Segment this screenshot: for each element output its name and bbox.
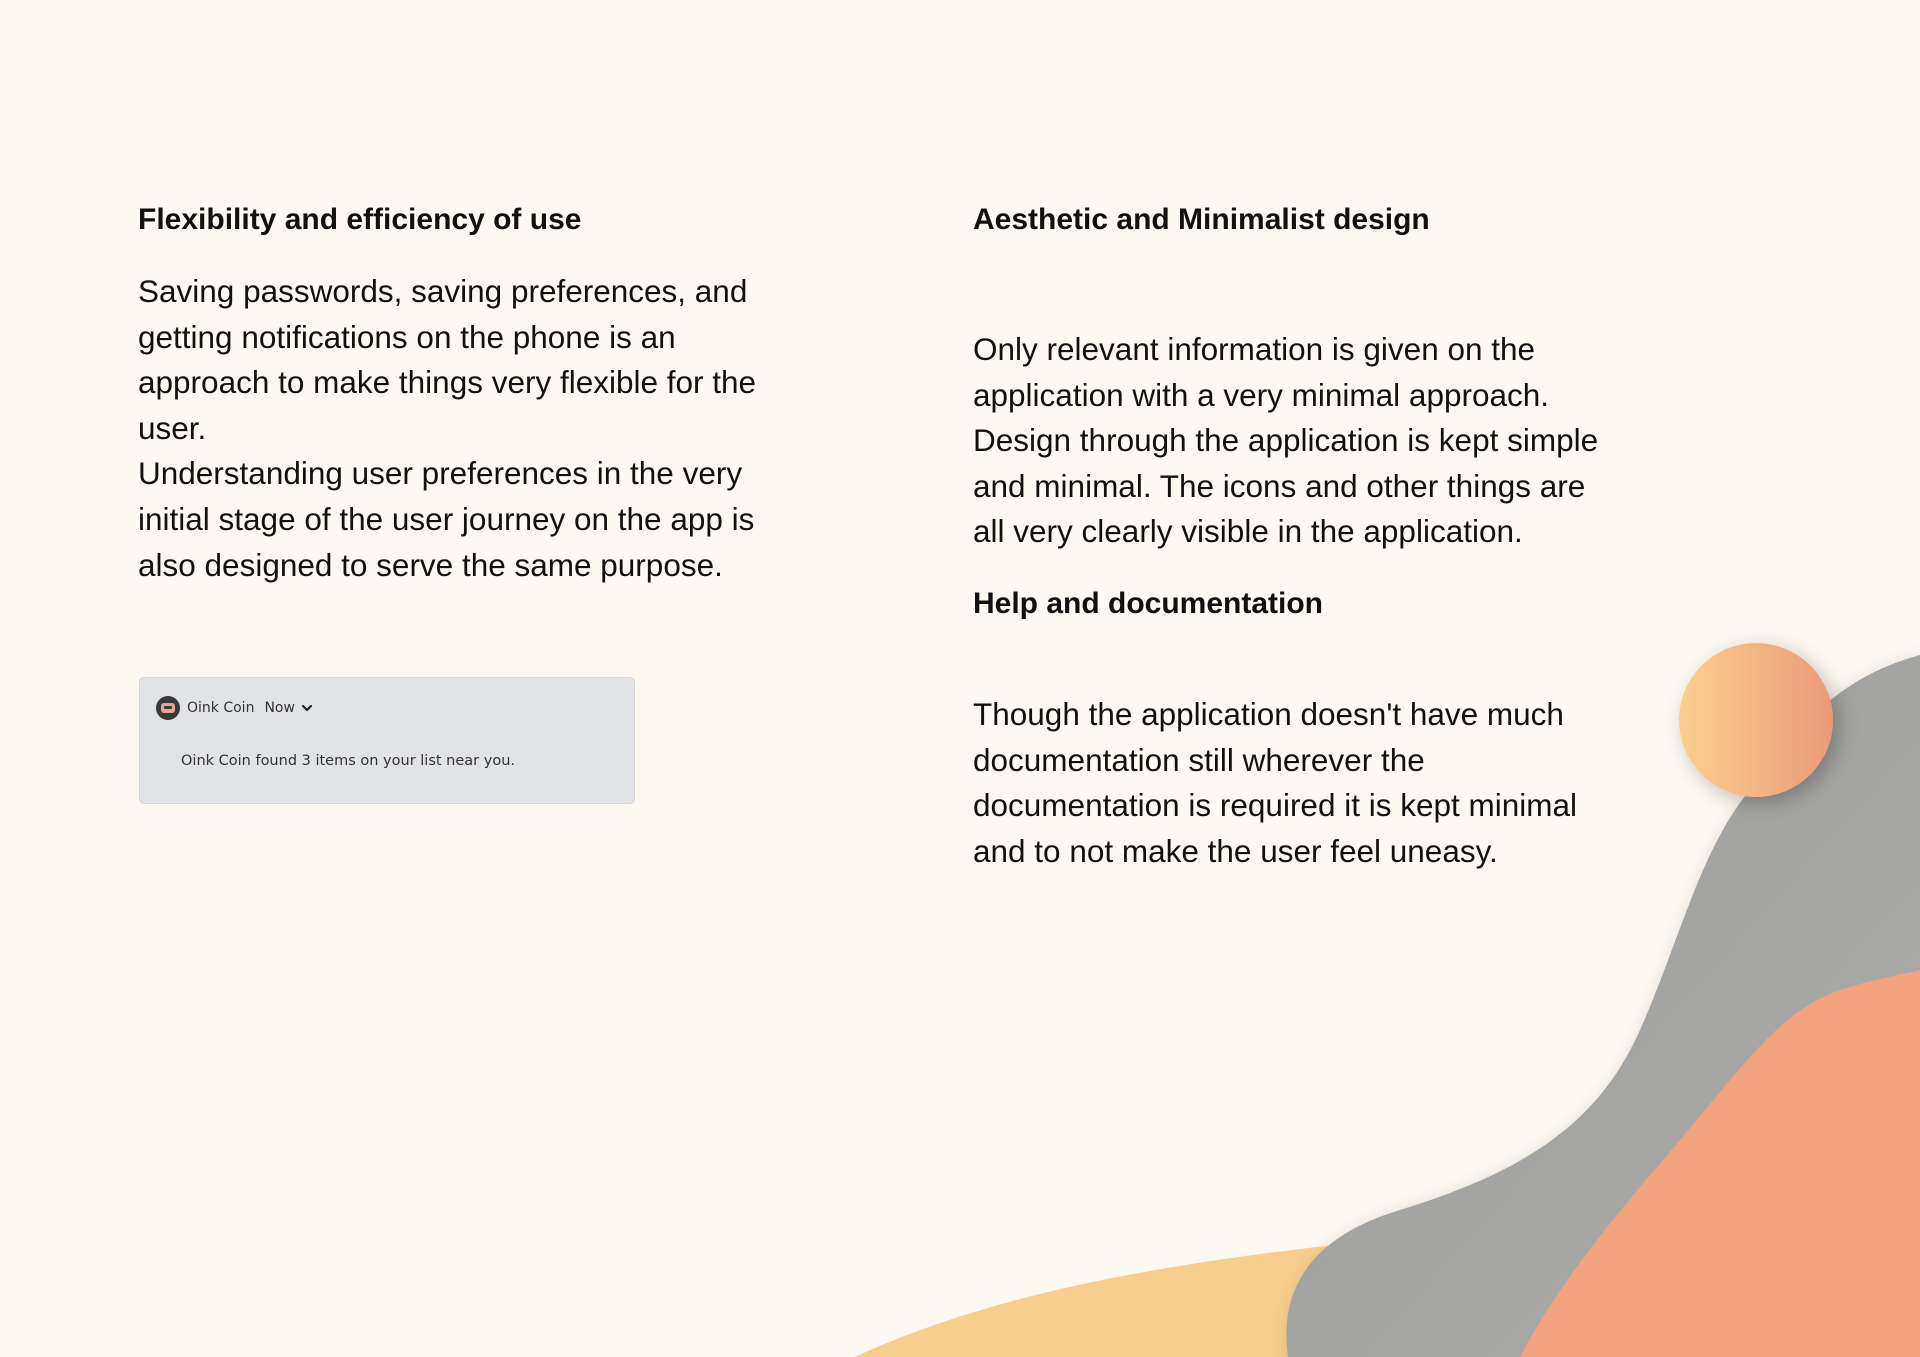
notification-message: Oink Coin found 3 items on your list near you.	[181, 753, 515, 769]
notification-card[interactable]	[140, 678, 634, 803]
heading-help: Help and documentation	[973, 586, 1324, 620]
paragraph-help: Though the application doesn't have much documentation still wherever the documentation is required it is kept minimal and to not make the user feel uneasy.	[973, 695, 1578, 869]
gradient-circle	[1679, 643, 1833, 797]
notification-header	[156, 696, 313, 720]
heading-flexibility: Flexibility and efficiency of use	[138, 203, 582, 236]
paragraph-aesthetic: Only relevant information is given on the application with a very minimal approach. Design through the application is kept simple and minimal. The icons and other things are all very clearly visible in the application.	[973, 331, 1599, 550]
notification-time: Now	[264, 700, 295, 716]
chevron-down-icon[interactable]	[301, 702, 313, 714]
piggy-bank-avatar-icon	[156, 696, 180, 720]
left-column	[138, 201, 798, 588]
paragraph-flexibility: Saving passwords, saving preferences, and getting notifications on the phone is an approach to make things very flexible for the user. Understanding user preferences in the very initial stage of the user journey on the app is also designed to serve the same purpose.	[138, 273, 757, 583]
right-column	[973, 201, 1613, 874]
heading-aesthetic: Aesthetic and Minimalist design	[973, 203, 1430, 236]
notification-app-name: Oink Coin	[187, 700, 255, 716]
